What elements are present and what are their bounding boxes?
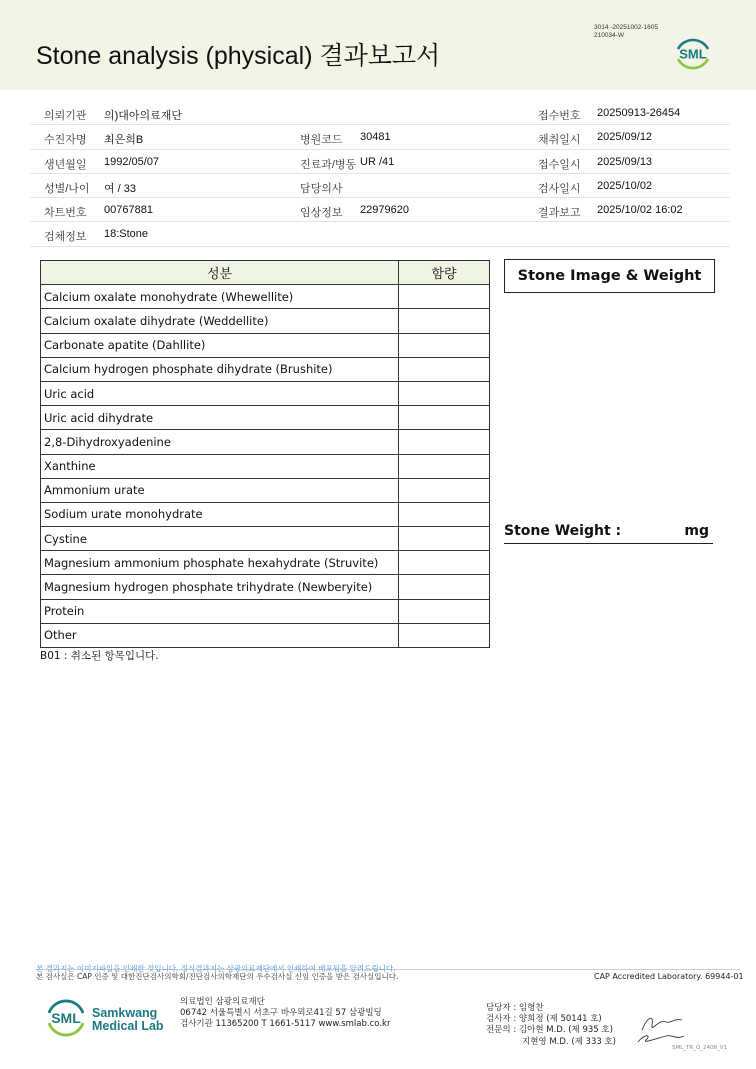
staff-line-4: 지현영 M.D. (제 333 호) bbox=[522, 1036, 617, 1047]
component-row bbox=[41, 430, 490, 454]
info-label: 성별/나이 bbox=[44, 182, 90, 195]
info-value: 30481 bbox=[360, 131, 391, 144]
component-name: Ammonium urate bbox=[41, 478, 399, 502]
component-row bbox=[41, 478, 490, 502]
component-row bbox=[41, 285, 490, 309]
component-name: 2,8-Dihydroxyadenine bbox=[41, 430, 399, 454]
info-value: 2025/10/02 bbox=[597, 179, 653, 192]
component-column-header: 성분 bbox=[41, 261, 399, 285]
component-name: Calcium hydrogen phosphate dihydrate (Brushite) bbox=[41, 357, 399, 381]
component-row bbox=[41, 551, 490, 575]
document-code-line-1: 3014 -20251002-1605 bbox=[594, 24, 658, 31]
staff-line-1: 담당자 : 임형찬 bbox=[486, 1003, 544, 1013]
info-label: 진료과/병동 bbox=[300, 158, 357, 171]
samkwang-logo-text: SML bbox=[51, 1010, 81, 1026]
component-name: Calcium oxalate monohydrate (Whewellite) bbox=[41, 285, 399, 309]
info-row bbox=[30, 101, 730, 125]
info-row bbox=[30, 198, 730, 222]
info-label: 결과보고 bbox=[538, 207, 581, 220]
print-disclaimer: 본 결과지는 이미지파일을 인쇄한 것입니다. 정식결과지는 삼광의료재단에서 인쇄하여 배포됨을 알려드립니다. bbox=[36, 964, 396, 973]
component-name: Magnesium hydrogen phosphate trihydrate (Newberyite) bbox=[41, 575, 399, 599]
lab-address-line-1: 의료법인 삼광의료재단 bbox=[180, 997, 265, 1007]
info-label: 생년월일 bbox=[44, 158, 87, 171]
info-value: 2025/09/13 bbox=[597, 155, 653, 168]
component-amount bbox=[399, 381, 490, 405]
component-row bbox=[41, 309, 490, 333]
component-amount bbox=[399, 285, 490, 309]
info-value: UR /41 bbox=[360, 155, 395, 168]
stone-image-title: Stone Image & Weight bbox=[504, 259, 715, 293]
info-label: 수진자명 bbox=[44, 134, 87, 147]
info-value: 1992/05/07 bbox=[104, 155, 160, 168]
component-name: Magnesium ammonium phosphate hexahydrate (Struvite) bbox=[41, 551, 399, 575]
cap-accreditation: CAP Accredited Laboratory. 69944-01 bbox=[594, 972, 744, 981]
sml-logo-text: SML bbox=[679, 46, 707, 62]
info-value: 18:Stone bbox=[104, 228, 149, 241]
component-row bbox=[41, 406, 490, 430]
lab-address-line-2: 06742 서울특별시 서초구 바우뫼로41길 57 삼광빌딩 bbox=[180, 1008, 382, 1018]
document-code bbox=[594, 24, 658, 39]
component-row bbox=[41, 623, 490, 647]
brand-name-line-2: Medical Lab bbox=[92, 1019, 164, 1033]
staff-line-2: 검사자 : 양희정 (제 50141 호) bbox=[486, 1014, 602, 1025]
component-amount bbox=[399, 333, 490, 357]
info-value: 2025/10/02 16:02 bbox=[597, 204, 683, 217]
info-label: 병원코드 bbox=[300, 134, 343, 147]
stone-weight-label: Stone Weight : bbox=[504, 523, 622, 539]
lab-address bbox=[180, 997, 390, 1030]
info-label: 담당의사 bbox=[300, 182, 343, 195]
component-row bbox=[41, 454, 490, 478]
stone-weight bbox=[504, 522, 713, 544]
component-amount bbox=[399, 599, 490, 623]
info-label: 채취일시 bbox=[538, 134, 581, 147]
info-value: 20250913-26454 bbox=[597, 107, 681, 119]
info-row bbox=[30, 174, 730, 198]
component-row bbox=[41, 527, 490, 551]
component-amount bbox=[399, 575, 490, 599]
component-name: Other bbox=[41, 623, 399, 647]
accreditation-disclaimer: 본 검사실은 CAP 인증 및 대한진단검사의학회/진단검사의학재단의 우수검사실 신임 인증을 받은 검사실입니다. bbox=[36, 972, 399, 981]
component-row bbox=[41, 575, 490, 599]
lab-address-line-3: 검사기관 11365200 T 1661-5117 www.smlab.co.kr bbox=[180, 1019, 391, 1029]
staff-list bbox=[486, 1003, 616, 1048]
component-row bbox=[41, 333, 490, 357]
info-label: 접수번호 bbox=[538, 110, 581, 122]
info-value: 여 / 33 bbox=[104, 182, 137, 195]
cancelled-footnote: B01 : 취소된 항목입니다. bbox=[40, 650, 159, 662]
info-row bbox=[30, 222, 730, 246]
component-name: Carbonate apatite (Dahllite) bbox=[41, 333, 399, 357]
report-title: Stone analysis (physical) 결과보고서 bbox=[36, 42, 441, 70]
component-name: Uric acid dihydrate bbox=[41, 406, 399, 430]
info-label: 검체정보 bbox=[44, 231, 87, 244]
component-name: Uric acid bbox=[41, 381, 399, 405]
info-label: 접수일시 bbox=[538, 158, 581, 171]
amount-column-header: 함량 bbox=[399, 261, 490, 285]
component-name: Protein bbox=[41, 599, 399, 623]
info-label: 검사일시 bbox=[538, 182, 581, 195]
report-header bbox=[0, 0, 756, 90]
info-value: 2025/09/12 bbox=[597, 131, 653, 144]
stone-weight-unit: mg bbox=[684, 523, 709, 539]
component-name: Xanthine bbox=[41, 454, 399, 478]
brand-name-line-1: Samkwang bbox=[92, 1006, 158, 1020]
component-amount bbox=[399, 406, 490, 430]
component-amount bbox=[399, 430, 490, 454]
component-table bbox=[40, 260, 490, 648]
sml-logo-icon bbox=[672, 34, 714, 74]
info-value: 최은희B bbox=[104, 134, 144, 147]
info-label: 의뢰기관 bbox=[44, 110, 87, 122]
info-label: 차트번호 bbox=[44, 207, 87, 220]
component-amount bbox=[399, 309, 490, 333]
info-value: 22979620 bbox=[360, 204, 409, 217]
info-row bbox=[30, 125, 730, 149]
component-amount bbox=[399, 623, 490, 647]
signature-image bbox=[630, 1008, 688, 1046]
component-amount bbox=[399, 478, 490, 502]
component-row bbox=[41, 599, 490, 623]
component-name: Calcium oxalate dihydrate (Weddellite) bbox=[41, 309, 399, 333]
staff-line-3: 전문의 : 김아현 M.D. (제 935 호) bbox=[486, 1025, 613, 1036]
info-row bbox=[30, 150, 730, 174]
component-row bbox=[41, 502, 490, 526]
component-amount bbox=[399, 551, 490, 575]
component-name: Cystine bbox=[41, 527, 399, 551]
document-code-line-2: 210034-W bbox=[594, 31, 624, 39]
info-value: 의)대아의료재단 bbox=[104, 110, 183, 122]
brand-name bbox=[92, 1007, 164, 1033]
component-row bbox=[41, 357, 490, 381]
component-amount bbox=[399, 527, 490, 551]
component-name: Sodium urate monohydrate bbox=[41, 502, 399, 526]
info-value: 00767881 bbox=[104, 204, 153, 217]
component-row bbox=[41, 381, 490, 405]
component-table-header bbox=[41, 261, 490, 285]
form-code: SML_TR_Q_2408_V1 bbox=[672, 1045, 728, 1051]
component-amount bbox=[399, 357, 490, 381]
info-label: 임상정보 bbox=[300, 207, 343, 220]
component-amount bbox=[399, 502, 490, 526]
samkwang-logo-icon bbox=[44, 996, 88, 1040]
patient-info-section bbox=[30, 101, 730, 247]
component-amount bbox=[399, 454, 490, 478]
